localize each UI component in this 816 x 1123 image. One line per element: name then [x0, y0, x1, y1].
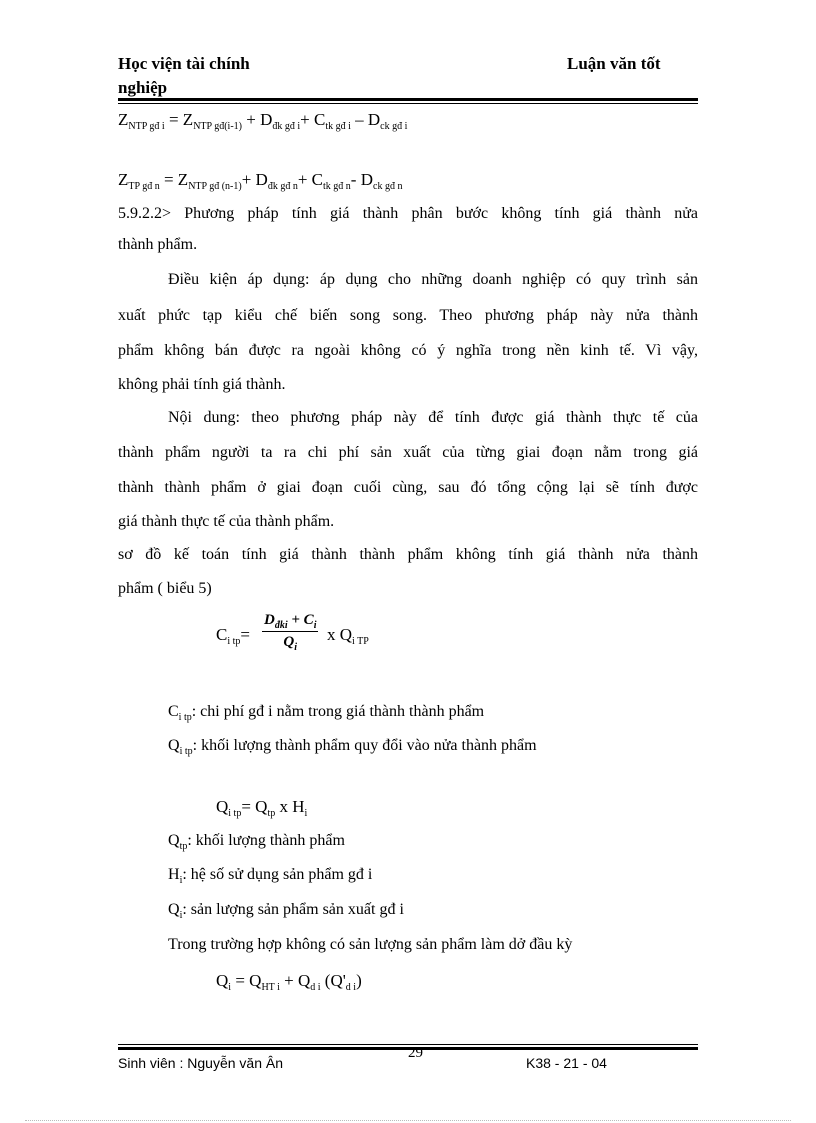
footer-student: Sinh viên : Nguyễn văn Ân: [118, 1055, 283, 1071]
formula-qi-tp: $Q_{i tp}= Q_{tp}$ x $H_i$: [216, 797, 308, 819]
definition-ci-tp: $C_{i tp}$: chi phí gđ i nằm trong giá thành thành phẩm: [168, 703, 485, 723]
para2-line1: Nội dung: theo phương pháp này để tính được giá thành thực tế của: [168, 409, 698, 426]
header-school-continued: nghiệp: [118, 78, 168, 97]
formula-ci-fraction: $D_{đki} + C_i$ $Q_i$: [264, 612, 317, 653]
formula-ntp: $Z_{NTP gđ i} = Z_{NTP gđ(i-1)} + D_{đk gđ i}+ C_{tk gđ i} - D_{ck gđ i}$: [118, 110, 408, 132]
header-rule-thick: [118, 98, 698, 101]
para1-line2: xuất phức tạp kiểu chế biến song song. Theo phương pháp này nửa thành: [118, 307, 698, 324]
para1-line1: Điều kiện áp dụng: áp dụng cho những doanh nghiệp có quy trình sản: [168, 271, 698, 288]
definition-qi: $Q_i$: sản lượng sản phẩm sản xuất gđ i: [168, 901, 404, 921]
para2-line4: giá thành thực tế của thành phẩm.: [118, 513, 335, 530]
formula-ci-rhs: x $Q_{i TP}$: [327, 625, 369, 647]
definition-hi: $H_i$: hệ số sử dụng sản phẩm gđ i: [168, 866, 373, 886]
formula-ci-lhs: $C_{i tp}=$: [216, 625, 250, 647]
header-rule-thin: [118, 103, 698, 104]
section-heading-line2: thành phẩm.: [118, 236, 198, 253]
footer-class-code: K38 - 21 - 04: [526, 1055, 607, 1071]
para1-line3: phẩm không bán được ra ngoài không có ý nghĩa trong nền kinh tế. Vì vậy,: [118, 342, 698, 359]
definition-qtp: $Q_{tp}$: khối lượng thành phẩm: [168, 832, 345, 852]
section-heading-line1: 5.9.2.2> Phương pháp tính giá thành phân bước không tính giá thành nửa: [118, 205, 698, 222]
para2-line2: thành phẩm người ta ra chi phí sản xuất của từng giai đoạn nằm trong giá: [118, 444, 698, 461]
para1-line4: không phải tính giá thành.: [118, 376, 286, 393]
header-school: Học viện tài chính: [118, 54, 250, 73]
para2-line3: thành thành phẩm ở giai đoạn cuối cùng, sau đó tổng cộng lại sẽ tính được: [118, 479, 698, 496]
case-statement: Trong trường hợp không có sản lượng sản phẩm làm dở đầu kỳ: [168, 936, 573, 953]
page-number: 29: [408, 1045, 423, 1061]
para3-line2: phẩm ( biểu 5): [118, 580, 212, 597]
page-edge-dotted-line: [25, 1120, 791, 1121]
formula-tp: $Z_{TP gđ n} = Z_{NTP gđ (n-1)}+ D_{đk gđ n}+ C_{tk gđ n}-$ $D_{ck gđ n}$: [118, 170, 403, 192]
definition-qi-tp: $Q_{i tp}$: khối lượng thành phẩm quy đổi vào nửa thành phẩm: [168, 737, 537, 757]
para3-line1: sơ đồ kế toán tính giá thành thành phẩm không tính giá thành nửa thành: [118, 546, 698, 563]
header-thesis: Luận văn tốt: [567, 54, 661, 73]
formula-qi: $Q_i = Q_{HT i} + Q_{d i}$ $(Q'_{d i})$: [216, 971, 362, 993]
